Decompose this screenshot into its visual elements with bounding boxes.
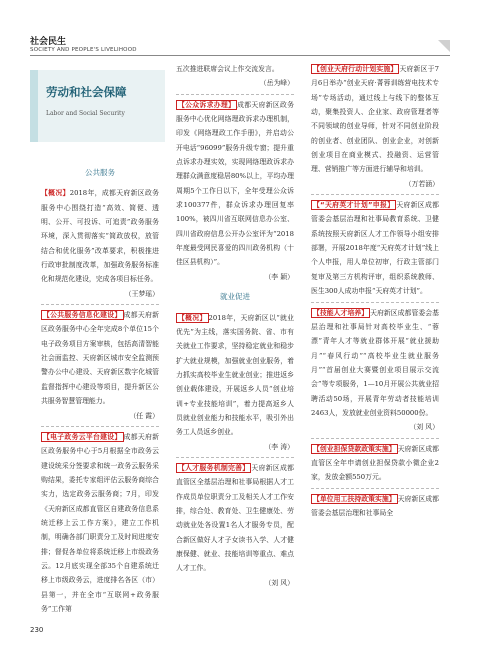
entry-text: 天府新区成都直管区全基层治理和社事局根据人才工作成员单位职责分工及相关人才工作安排，综合处、教育处、卫生健康处、劳动就业处各设置1名人才服务专员，配合新区做好人才子女读书入学、人才健康保健、就业、技能培训等重点、难点人才工作。 xyxy=(176,463,294,573)
divider xyxy=(311,438,439,439)
entry-tag: 【公众诉求办理】 xyxy=(178,100,236,109)
page-number: 230 xyxy=(30,626,44,634)
entry-text: 天府新区成都管委会基层治理和社事局全 xyxy=(311,494,439,517)
entry-text: 天府新区成都管委会基层治理和社事局教育系统、卫健系统按照天府新区人才工作领导小组安排部署，开展2018年度“天府英才计划”线上个人申报，用人单位初审，行政主管部门复审及第三方机构评审，组织系统教师、医生300人成功申报“天府英才计划”。 xyxy=(311,201,439,296)
entry-tag: 【公共服务信息化建设】 xyxy=(43,311,122,320)
entry-overview xyxy=(41,186,159,286)
entry-employer-support xyxy=(311,492,439,521)
entry-text: 五次推进联席会议上作交流发言。 xyxy=(176,65,279,73)
entry-informatization xyxy=(41,308,159,408)
chapter-banner xyxy=(30,70,165,142)
entry-talent-service xyxy=(176,461,294,576)
entry-author: （王梦瑶） xyxy=(124,289,159,298)
entry-tag: 【创业天府行动计划实施】 xyxy=(313,65,398,73)
entry-text: 天府新区于7月6日举办“创业天府·菁蓉训练营电技术专场”专场活动，通过线上与线下的整体互动，聚集投资人、企业家、政府管理者等不同领域的创业导师，针对不同创业阶段的创业者、创业团队、创业企业，对创新创业项目在商业模式、投融资、运营管理、营销推广等方面进行辅导和培训。 xyxy=(311,65,439,174)
entry-tag: 【创业担保贷款政策实施】 xyxy=(313,444,396,453)
entry-text: 成都天府新区政务服务中心全年完成8个单位15个电子政务项目方案审核，包括高清智能社会面监控、天府新区城市安全监测预警办公中心建设、天府新区数字化城管监督指挥中心建设等项目，提升新区公共服务智慧管理能力。 xyxy=(41,311,159,406)
divider xyxy=(311,302,439,303)
divider xyxy=(41,304,159,305)
entry-continued xyxy=(176,62,294,76)
entry-author: （刘 风） xyxy=(409,423,439,432)
entry-author: （岳为峰） xyxy=(259,79,294,88)
entry-author: （任 霞） xyxy=(129,411,159,420)
entry-author: （刘 风） xyxy=(264,578,294,587)
divider xyxy=(176,457,294,458)
column-2 xyxy=(176,62,294,590)
chapter-subtitle: Labor and Social Security xyxy=(46,110,125,117)
divider xyxy=(311,488,439,489)
entry-employment-overview xyxy=(176,311,294,440)
section-heading-employment: 就业促进 xyxy=(220,292,250,302)
entry-tag: 【人才服务机制完善】 xyxy=(178,463,250,472)
header-subtitle: SOCIETY AND PEOPLE'S LIVELIHOOD xyxy=(30,47,137,53)
entry-text: 成都天府新区政务服务中心优化网络理政诉求办理机制，印发《网络理政工作手册》，并启动公开电话“96099”服务升级专窗；提升重点诉求办理实效，实现网络理政诉求办理群众满意度稳居80%以上，平均办理周期5个工作日以下，全年受理公众诉求100377件，群众诉求办理回复率100%，被四川省互联网信息办公室、四川省政府信息公开办公室评为“2018年度最受网民喜爱的四川政务机构（十佳区县机构）”。 xyxy=(176,100,294,267)
entry-author: （万若涵） xyxy=(404,179,439,188)
corner-decoration xyxy=(438,40,450,52)
entry-talent-plan xyxy=(311,198,439,298)
entry-tag: 【概况】 xyxy=(178,313,207,322)
entry-tag: 【单位用工扶持政策实施】 xyxy=(313,494,396,503)
entry-text: 天府新区成都管委会基层治理和社事局针对高校毕业生、“蓉漂”青年人才等就业群体开展“就业援助月”“春风行动”“高校毕业生就业服务月”“首届创业大赛暨创业项目展示交流会”等专项服务，1—10月开展公共就业招聘活动50场，开展青年劳动者技能培训2463人，发放就业创业资料50000份。 xyxy=(311,308,439,417)
entry-text: 成都天府新区政务服务中心于5月根据全市政务云建设统采分签要求和统一政务云服务采购结果，委托专家组评估云服务商综合实力，选定政务云服务商；7月，印发《天府新区成都直管区自建政务信息系统迁移上云工作方案》，建立工作机制，明确各部门职责分工及时间进度安排；督促各单位将系统迁移上市级政务云。12月底实现全部35个自建系统迁移上市级政务云，进度排名各区（市）县第一，并在全市“互联网+政务服务”工作第 xyxy=(41,432,159,613)
entry-text: 2018年，天府新区以“就业优先”为主线，落实国务院、省、市有关就业工作要求，坚持稳定就业和稳步扩大就业规模，加强就业创业服务，着力抓实高校毕业生就业创业；推进返乡创业载体建设，开展返乡人员“创业培训+专业技能培训”，着力提高返乡人员就业创业能力和技能水平，吸引外出务工人员返乡创业。 xyxy=(176,313,294,437)
column-3 xyxy=(311,62,439,520)
entry-tag: 【电子政务云平台建设】 xyxy=(43,432,122,441)
entry-tag: 【概况】 xyxy=(41,189,70,198)
column-1 xyxy=(41,160,159,616)
entry-tag: 【技能人才培养】 xyxy=(313,308,369,317)
entry-author: （李 颖） xyxy=(264,272,294,281)
chapter-title: 劳动和社会保障 xyxy=(46,85,127,99)
entry-skills-training xyxy=(311,306,439,421)
entry-startup-plan xyxy=(311,62,439,177)
section-heading-public-service: 公共服务 xyxy=(85,168,115,177)
header-title: 社会民生 xyxy=(30,37,67,47)
entry-text: 天府新区成都直管区全年申请创业担保贷款小微企业2家，发放金额550万元。 xyxy=(311,444,439,482)
entry-tag: 【“天府英才计划”申报】 xyxy=(313,201,395,210)
entry-author: （李 涛） xyxy=(264,442,294,451)
entry-text: 2018年，成都天府新区政务服务中心围绕打造“高效、简便、透明、公开、可投诉、可追责”政务服务环境，深入贯彻落实“简政放权，放管结合和优化服务”改革要求，积极推进行政审批制度改革，加强政务服务标准化和规范化建设，完成各项目标任务。 xyxy=(41,189,159,284)
entry-loan-policy xyxy=(311,442,439,485)
divider xyxy=(311,194,439,195)
divider xyxy=(176,94,294,95)
divider xyxy=(41,426,159,427)
entry-cloud-platform xyxy=(41,430,159,616)
entry-public-appeals xyxy=(176,98,294,270)
header-rule xyxy=(30,55,450,56)
running-header xyxy=(30,34,137,53)
